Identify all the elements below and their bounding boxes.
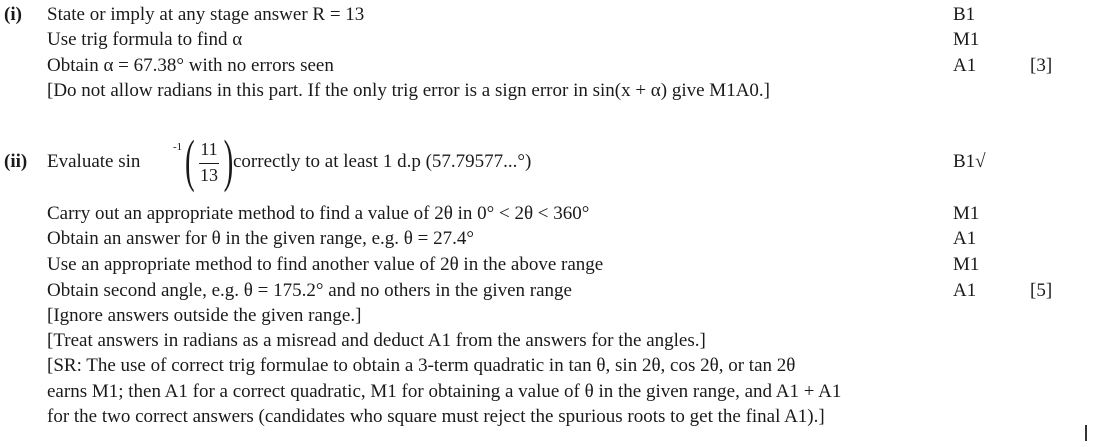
part-ii-sr-line-3: for the two correct answers (candidates who square must reject the spurious roots to get the final A1).] — [47, 406, 825, 427]
fraction-denominator: 13 — [200, 165, 218, 185]
part-ii-note-1: [Ignore answers outside the given range.] — [47, 305, 362, 326]
left-paren: ( — [185, 128, 195, 193]
part-ii-mark-1: M1 — [953, 203, 980, 224]
part-ii-line-4: Obtain second angle, e.g. θ = 175.2° and no others in the given range — [47, 280, 572, 301]
evaluate-suffix: correctly to at least 1 d.p (57.79577...°) — [233, 151, 532, 172]
part-ii-sr-line-2: earns M1; then A1 for a correct quadratic, M1 for obtaining a value of θ in the given range, and A1 + A1 — [47, 381, 842, 402]
part-ii-total: [5] — [1030, 280, 1053, 301]
part-i-line-2: Use trig formula to find α — [47, 29, 243, 50]
cursor-line — [1085, 425, 1087, 441]
part-ii-line-2: Obtain an answer for θ in the given range, e.g. θ = 27.4° — [47, 228, 474, 249]
inverse-exponent: -1 — [173, 141, 183, 153]
part-ii-sr-line-1: [SR: The use of correct trig formulae to obtain a 3-term quadratic in tan θ, sin 2θ, cos 2θ, or tan 2θ — [47, 355, 796, 376]
part-ii-note-2: [Treat answers in radians as a misread and deduct A1 from the answers for the angles.] — [47, 330, 706, 351]
part-ii-mark-3: M1 — [953, 254, 980, 275]
part-i-mark-2: M1 — [953, 29, 980, 50]
part-i-line-1: State or imply at any stage answer R = 13 — [47, 4, 365, 25]
evaluate-prefix: Evaluate sin — [47, 151, 141, 172]
part-i-line-3: Obtain α = 67.38° with no errors seen — [47, 55, 334, 76]
part-i-total: [3] — [1030, 55, 1053, 76]
part-i-label: (i) — [4, 4, 22, 25]
fraction-numerator: 11 — [200, 139, 218, 159]
part-ii-label: (ii) — [4, 151, 28, 172]
part-ii-mark-2: A1 — [953, 228, 977, 249]
part-i-note: [Do not allow radians in this part. If the only trig error is a sign error in sin(x + α) give M1A0.] — [47, 80, 770, 101]
part-ii-line-1: Carry out an appropriate method to find a value of 2θ in 0° < 2θ < 360° — [47, 203, 590, 224]
right-paren: ) — [223, 128, 233, 193]
part-ii-line-3: Use an appropriate method to find another value of 2θ in the above range — [47, 254, 604, 275]
fraction-bar — [199, 163, 219, 164]
part-i-mark-1: B1 — [953, 4, 976, 25]
part-ii-mark-4: A1 — [953, 280, 977, 301]
fraction — [185, 128, 233, 193]
evaluate-mark: B1√ — [953, 151, 986, 172]
part-i-mark-3: A1 — [953, 55, 977, 76]
